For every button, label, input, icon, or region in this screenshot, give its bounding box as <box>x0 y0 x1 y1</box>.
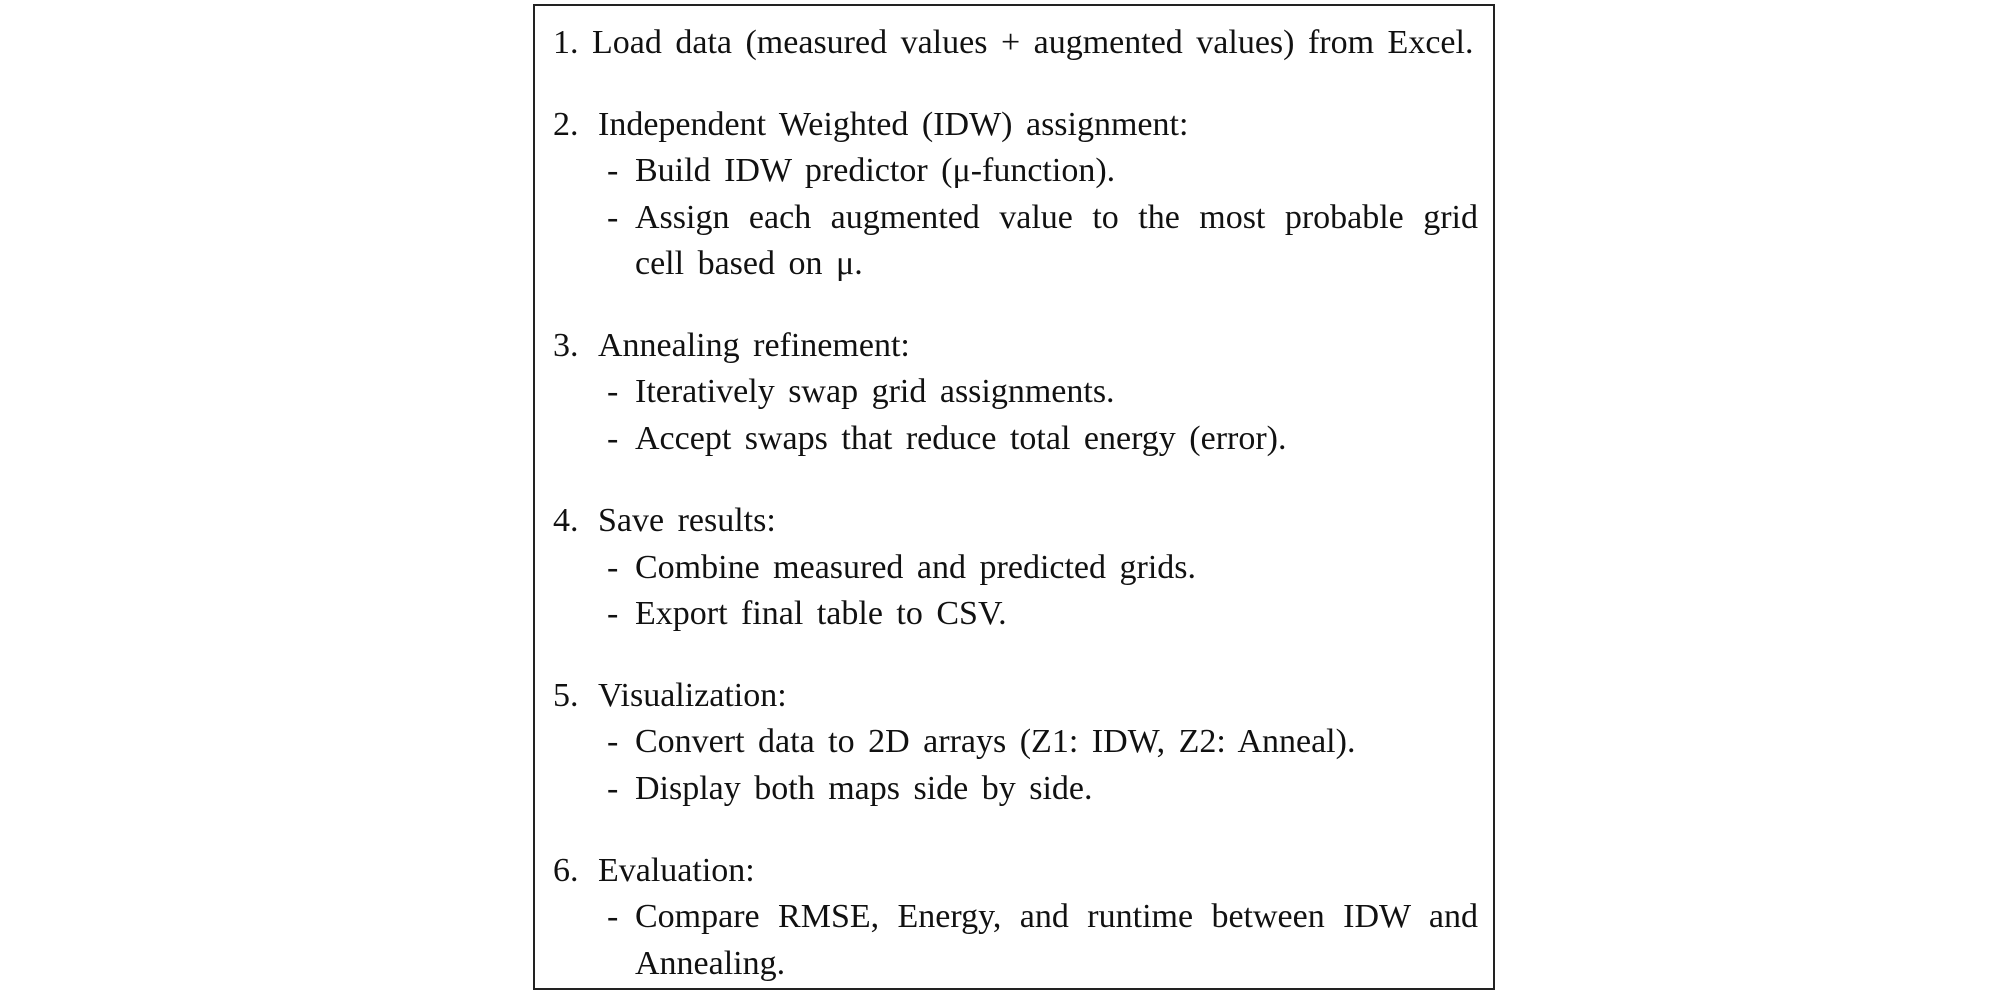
step-4-title: Save results: <box>598 502 776 539</box>
step-4-bullet-2: Export final table to CSV. <box>635 595 1007 632</box>
step-3-title: Annealing refinement: <box>598 327 910 364</box>
step-5-bullet-2: Display both maps side by side. <box>635 770 1093 807</box>
bullet-mark: - <box>607 373 619 410</box>
bullet-mark: - <box>607 770 619 807</box>
step-5-title: Visualization: <box>598 677 787 714</box>
step-1-title: Load data (measured values + augmented values) from Excel. <box>592 24 1474 61</box>
step-5-number: 5. <box>553 677 579 714</box>
step-6-bullet-1-line-1: Compare RMSE, Energy, and runtime between IDW and <box>635 898 1478 935</box>
step-4-number: 4. <box>553 502 579 539</box>
step-6-title: Evaluation: <box>598 852 755 889</box>
step-2-title: Independent Weighted (IDW) assignment: <box>598 106 1189 143</box>
step-3-bullet-1: Iteratively swap grid assignments. <box>635 373 1115 410</box>
step-3-number: 3. <box>553 327 579 364</box>
bullet-mark: - <box>607 595 619 632</box>
step-6-bullet-1-line-2: Annealing. <box>635 945 786 982</box>
step-2-number: 2. <box>553 106 579 143</box>
step-1-number: 1. <box>553 24 579 61</box>
step-4-bullet-1: Combine measured and predicted grids. <box>635 549 1197 586</box>
step-2-bullet-1: Build IDW predictor (μ-function). <box>635 152 1116 189</box>
step-2-bullet-2-line-1: Assign each augmented value to the most probable grid <box>635 199 1478 236</box>
step-1 <box>553 23 1473 63</box>
bullet-mark: - <box>607 152 619 189</box>
bullet-mark: - <box>607 549 619 586</box>
bullet-mark: - <box>607 723 619 760</box>
step-5-bullet-1: Convert data to 2D arrays (Z1: IDW, Z2: Anneal). <box>635 723 1356 760</box>
step-3-bullet-2: Accept swaps that reduce total energy (error). <box>635 420 1287 457</box>
bullet-mark: - <box>607 898 619 935</box>
algorithm-steps-box <box>533 4 1495 990</box>
step-2-bullet-2-line-2: cell based on μ. <box>635 245 863 282</box>
bullet-mark: - <box>607 420 619 457</box>
bullet-mark: - <box>607 199 619 236</box>
step-6-number: 6. <box>553 852 579 889</box>
